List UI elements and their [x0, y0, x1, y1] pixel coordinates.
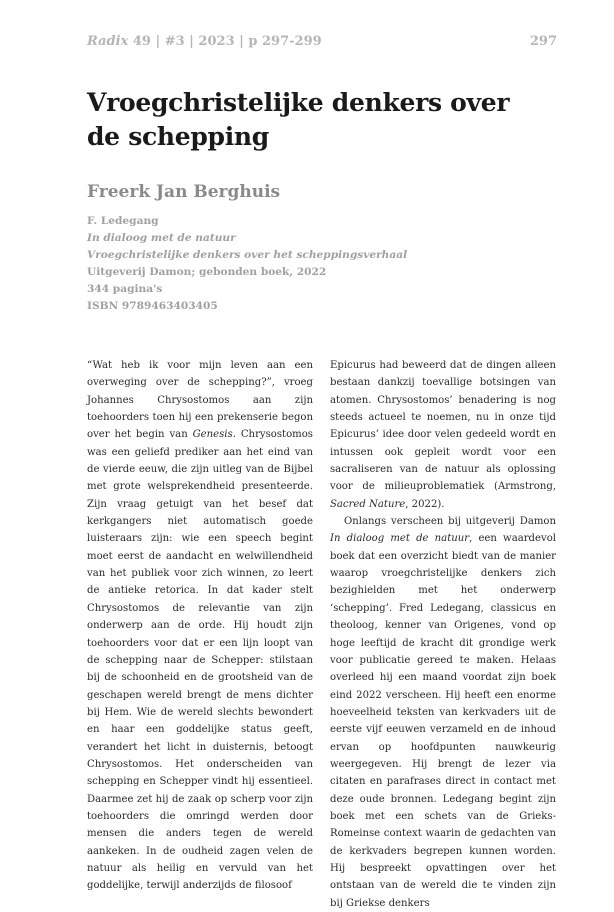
text-run: , een waardevol boek dat een overzicht biedt van de manier waarop vroegchristelijke denkers zich bezighielden met het onderwerp ‘schepping’. Fred Ledegang, classicus en theoloog, kenner van Origenes, vond op hoge leeftijd de kracht dit grondige werk voor publicatie gereed te maken. Helaas overleed hij een maand voordat zijn boek eind 2022 verscheen. Hij heeft een enorme hoeveelheid teksten van kerkvaders uit de eerste vijf eeuwen verzameld en de inhoud ervan op hoofdpunten nauwkeurig weergegeven. Hij brengt de lezer via citaten en parafrases direct in contact met deze oude bronnen. Ledegang begint zijn boek met een schets van de Grieks-Romeinse context waarin de gedachten van de kerkvaders begrepen kunnen worden. Hij bespreekt opvattingen over het ontstaan van de wereld die te vinden zijn bij Griekse denkers	[330, 533, 556, 909]
paragraph	[330, 513, 556, 912]
column-left	[87, 357, 313, 895]
text-run: , 2022).	[405, 498, 445, 510]
issue-citation: 49 | #3 | 2023 | p 297-299	[128, 34, 322, 49]
journal-citation	[87, 34, 322, 49]
book-subtitle: Vroegchristelijke denkers over het scheppingsverhaal	[87, 249, 408, 261]
paragraph	[330, 357, 556, 513]
text-run-italic: Sacred Nature	[330, 498, 406, 510]
article-author: Freerk Jan Berghuis	[87, 182, 281, 202]
book-info	[87, 213, 557, 315]
page-number: 297	[529, 34, 557, 49]
text-run: “Wat heb ik voor mijn leven aan een overweging over de schepping?”, vroeg Johannes Chrysostomos aan zijn toehoorders toen hij een prekenserie begon over het begin van	[87, 360, 313, 441]
text-run: Onlangs verscheen bij uitgeverij Damon	[344, 516, 556, 528]
book-pages: 344 pagina's	[87, 283, 163, 295]
book-author: F. Ledegang	[87, 215, 159, 227]
book-publisher: Uitgeverij Damon; gebonden boek, 2022	[87, 266, 327, 278]
article-title: Vroegchristelijke denkers over de schepping	[87, 88, 510, 151]
running-head	[87, 34, 557, 49]
text-run: . Chrysostomos was een geliefd prediker aan het eind van de vierde eeuw, die zijn uitleg van de Bijbel met grote welsprekendheid presenteerde. Zijn vraag getuigt van het besef dat kerkgangers niet automatisch goede luisteraars zijn: wie een speech begint moet eerst de aandacht en welwillendheid van het publiek voor zich winnen, zo leert de antieke retorica. In dat kader stelt Chrysostomos de relevantie van zijn onderwerp aan de orde. Hij houdt zijn toehoorders voor dat er een lijn loopt van de schepping naar de Schepper: stilstaan bij de schoonheid en de grootsheid van de geschapen wereld brengt de mens dichter bij Hem. Wie de wereld slechts bewondert en haar een goddelijke status geeft, verandert het licht in duisternis, betoogt Chrysostomos. Het onderscheiden van schepping en Schepper vindt hij essentieel. Daarmee zet hij de zaak op scherp voor zijn toehoorders die omringd werden door mensen die anders tegen de wereld aankeken. In de oudheid zagen velen de natuur als heilig en vervuld van het goddelijke, terwijl anderzijds de filosoof	[87, 429, 313, 892]
book-title: In dialoog met de natuur	[87, 232, 236, 244]
text-run: Epicurus had beweerd dat de dingen alleen bestaan dankzij toevallige botsingen van atomen. Chrysostomos’ benadering is nog steeds actueel te noemen, nu in onze tijd Epicurus’ idee door velen gedeeld wordt en intussen ook gepleit wordt voor een sacraliseren van de natuur als oplossing voor de milieuproblematiek (Armstrong,	[330, 360, 556, 493]
text-run-italic: Genesis	[192, 429, 233, 441]
paragraph	[87, 357, 313, 895]
book-isbn: ISBN 9789463403405	[87, 300, 218, 312]
column-right	[330, 357, 556, 912]
journal-name: Radix	[87, 34, 129, 49]
text-run-italic: In dialoog met de natuur	[330, 533, 470, 545]
